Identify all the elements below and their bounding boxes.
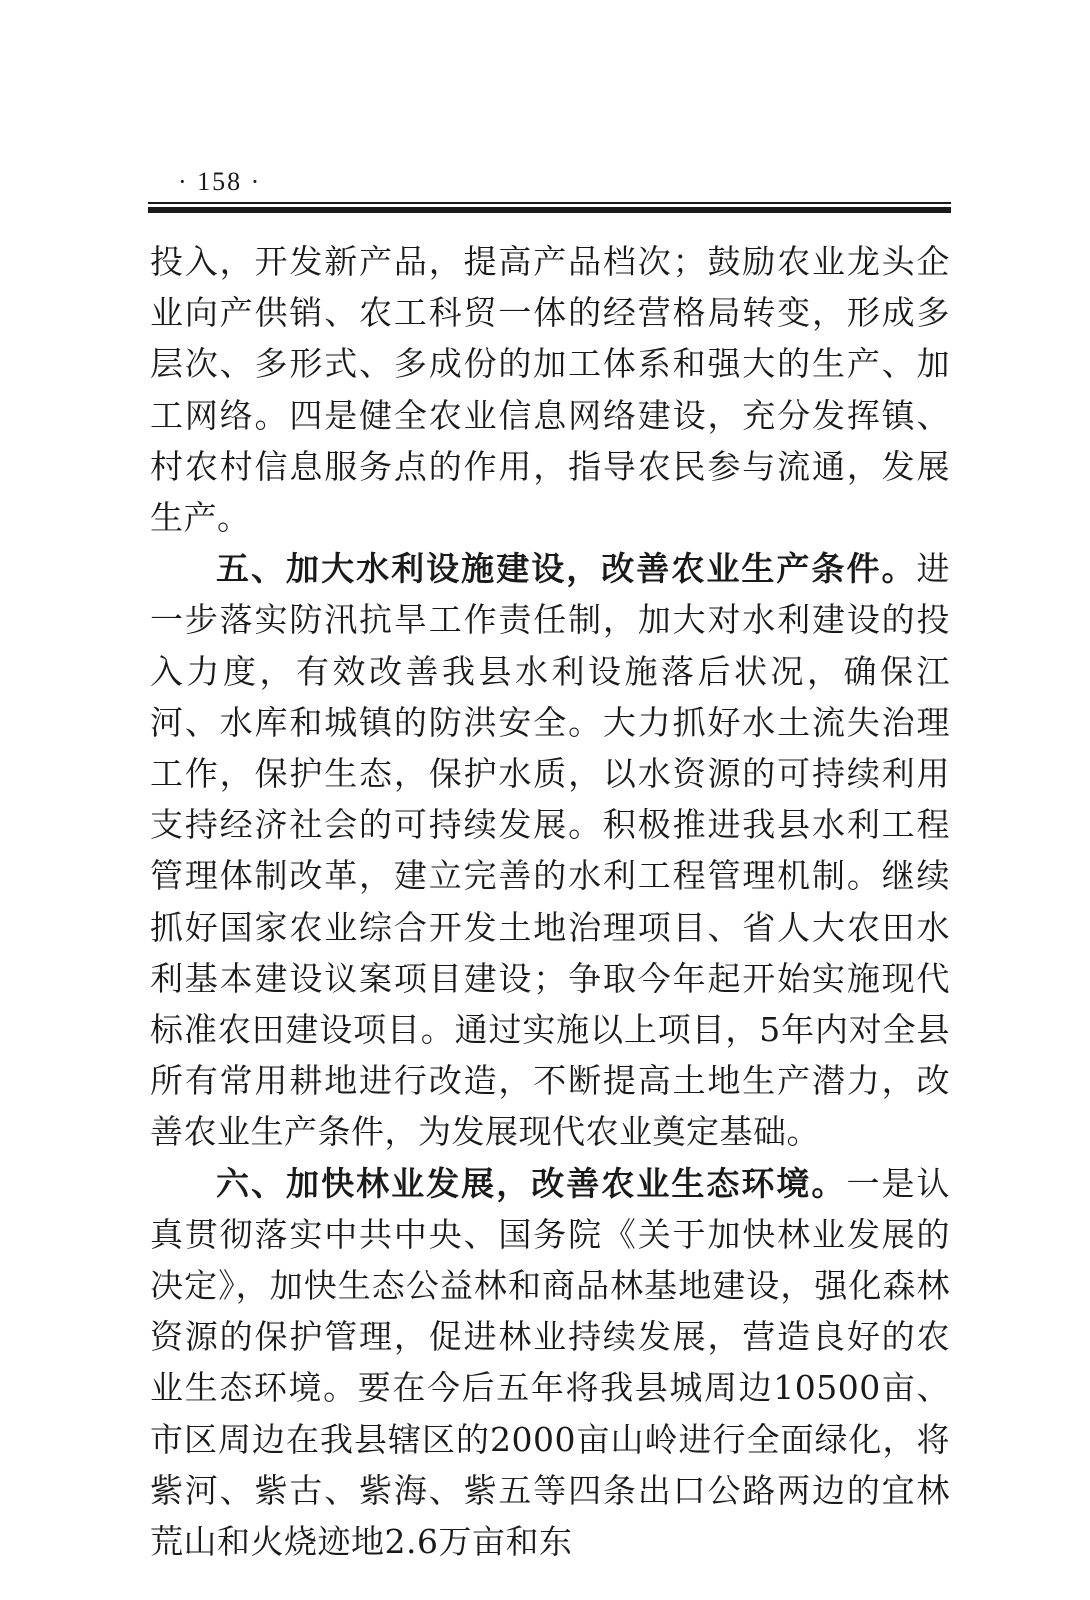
section-heading-6: 六、加快林业发展，改善农业生态环境。 [216, 1163, 847, 1203]
page-number: · 158 · [178, 167, 262, 196]
header-rule-thick [148, 207, 951, 213]
section-heading-5: 五、加大水利设施建设，改善农业生产条件。 [216, 549, 917, 589]
page-header [148, 164, 951, 213]
paragraph-2-text: 进一步落实防汛抗旱工作责任制，加大对水利建设的投入力度，有效改善我县水利设施落后状况，确保江河、水库和城镇的防洪安全。大力抓好水土流失治理工作，保护生态，保护水质，以水资源的可持续利用支持经济社会的可持续发展。积极推进我县水利工程管理体制改革，建立完善的水利工程管理机制。继续抓好国家农业综合开发土地治理项目、省人大农田水利基本建设议案项目建设；争取今年起开始实施现代标准农田建设项目。通过实施以上项目，5年内对全县所有常用耕地进行改造，不断提高土地生产潜力，改善农业生产条件，为发展现代农业奠定基础。 [150, 549, 950, 1152]
header-rule-thin [148, 202, 951, 204]
paragraph-2 [150, 543, 950, 1157]
paragraph-3-text: 一是认真贯彻落实中共中央、国务院《关于加快林业发展的决定》，加快生态公益林和商品林基地建设，强化森林资源的保护管理，促进林业持续发展，营造良好的农业生态环境。要在今后五年将我县城周边10500亩、市区周边在我县辖区的2000亩山岭进行全面绿化，将紫河、紫古、紫海、紫五等四条出口公路两边的宜林荒山和火烧迹地2.6万亩和东 [150, 1163, 951, 1562]
paragraph-3 [150, 1158, 950, 1568]
paragraph-1-text: 投入，开发新产品，提高产品档次；鼓励农业龙头企业向产供销、农工科贸一体的经营格局转变，形成多层次、多形式、多成份的加工体系和强大的生产、加工网络。四是健全农业信息网络建设，充分发挥镇、村农村信息服务点的作用，指导农民参与流通，发展生产。 [150, 242, 950, 538]
paragraph-1 [150, 236, 950, 543]
body-text [150, 236, 950, 1567]
